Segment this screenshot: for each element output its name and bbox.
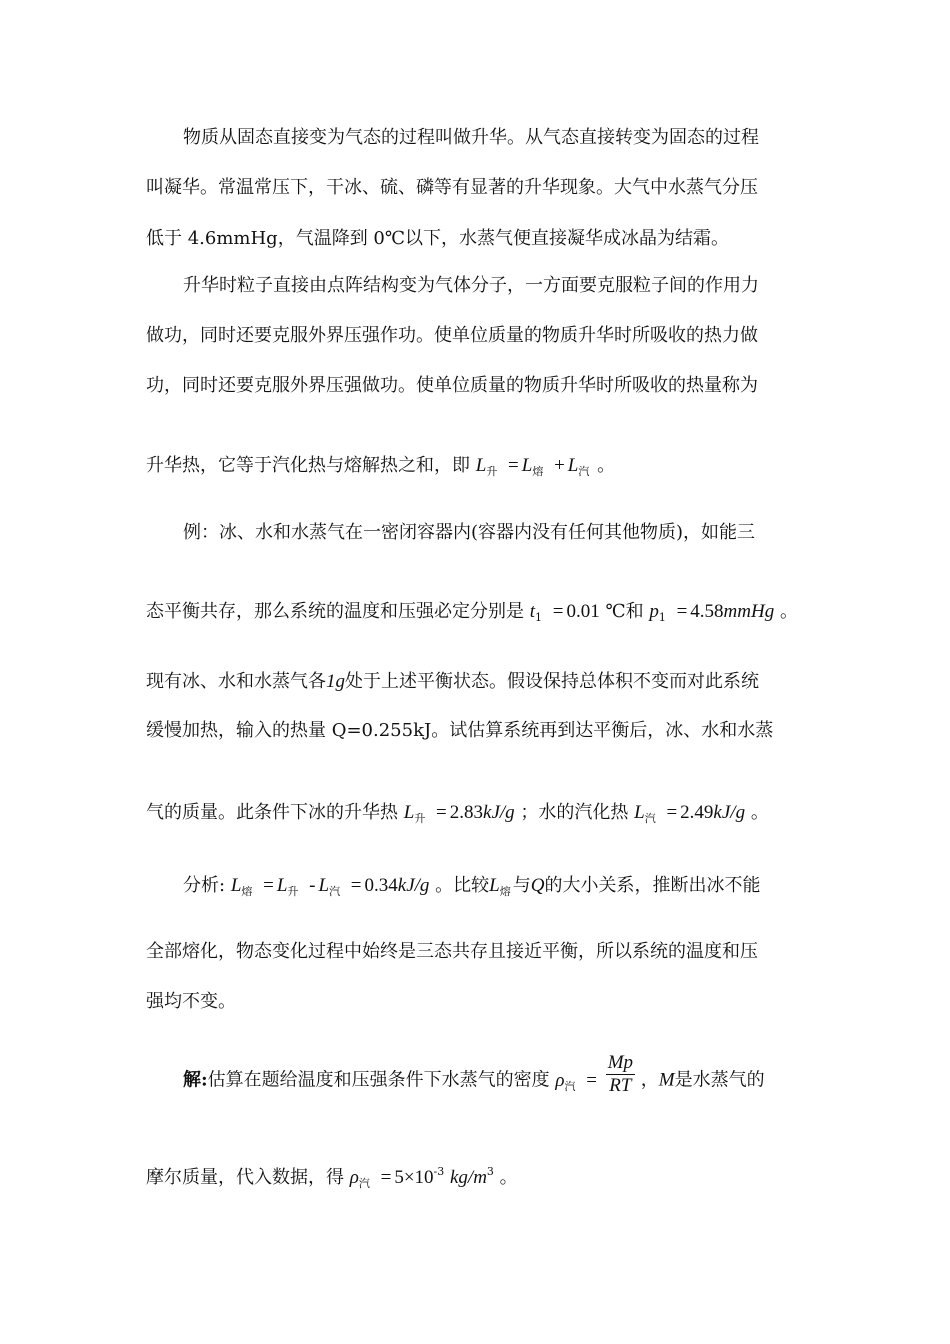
formula-sublimation-value: $L_升 = 2.83kJ/g$	[403, 802, 515, 825]
p1-line-2: 叫凝华。常温常压下，干冰、硫、磷等有显著的升华现象。大气中水蒸气分压	[146, 177, 758, 198]
p3-line-5: 气的质量。此条件下冰的升华热 $L_升 = 2.83kJ/g$ ；水的汽化热 $L_汽 = 2.49kJ/g$ 。	[146, 802, 769, 825]
formula-density-value: $\rho_汽 = 5\times 10^{-3}$ $kg/m^3$	[349, 1165, 494, 1190]
p2-line-4: 升华热，它等于汽化热与熔解热之和，即 $L_升 = L_熔 + L_汽$ 。	[146, 455, 616, 478]
p5-line-2: 摩尔质量，代入数据，得 $\rho_汽 = 5\times 10^{-3}$ $kg/m^3$ 。	[146, 1165, 518, 1190]
symbol-Q: Q	[530, 875, 545, 896]
formula-p1: $p_1$ = 4.58mmHg	[649, 601, 775, 624]
p4-line-2: 全部熔化，物态变化过程中始终是三态共存且接近平衡，所以系统的温度和压	[146, 941, 758, 962]
p2-line-3: 功，同时还要克服外界压强做功。使单位质量的物质升华时所吸收的热量称为	[146, 375, 758, 396]
p2-line-2: 做功，同时还要克服外界压强作功。使单位质量的物质升华时所吸收的热力做	[146, 325, 758, 346]
formula-vaporization-value: $L_汽 = 2.49kJ/g$	[634, 802, 746, 825]
fraction-Mp-RT: $\frac{Mp}{RT}$	[607, 1052, 634, 1096]
p3-line-4: 缓慢加热，输入的热量 Q=0.255kJ。试估算系统再到达平衡后，冰、水和水蒸	[146, 720, 774, 741]
p1-line-1: 物质从固态直接变为气态的过程叫做升华。从气态直接转变为固态的过程	[183, 127, 759, 148]
p2-line-4-text: 升华热，它等于汽化热与熔解热之和，即	[146, 455, 470, 476]
formula-sublimation-heat: $L_升 = L_熔 + L_汽$	[475, 455, 590, 478]
p2-line-1: 升华时粒子直接由点阵结构变为气体分子，一方面要克服粒子间的作用力	[183, 275, 759, 296]
mass-value: 1g	[326, 671, 345, 692]
formula-L-fusion: $L_熔$	[489, 875, 511, 898]
formula-density: $\rho_汽$ = $\frac{Mp}{RT}$	[555, 1052, 634, 1096]
p3-line-2: 态平衡共存，那么系统的温度和压强必定分别是 $t_1 = 0.01$ ℃和 $p_1$ = 4.58mmHg 。	[146, 601, 798, 624]
p3-line-1: 例：冰、水和水蒸气在一密闭容器内(容器内没有任何其他物质)，如能三	[183, 522, 756, 543]
p3-line-3: 现有冰、水和水蒸气各1g处于上述平衡状态。假设保持总体积不变而对此系统	[146, 671, 759, 692]
p5-line-1: 解:估算在题给温度和压强条件下水蒸气的密度 $\rho_汽$ = $\frac{Mp}{RT}$ ，M是水蒸气的	[183, 1052, 765, 1096]
p4-line-3: 强均不变。	[146, 991, 236, 1012]
solution-label: 解:	[183, 1069, 208, 1091]
symbol-M: M	[658, 1069, 675, 1091]
p1-line-3: 低于 4.6mmHg，气温降到 0℃以下，水蒸气便直接凝华成冰晶为结霜。	[146, 228, 730, 249]
p4-line-1: 分析: $L_熔 = L_升 - L_汽 = 0.34kJ/g$ 。比较$L_熔$ 与Q的大小关系，推断出冰不能	[183, 875, 761, 898]
formula-fusion-heat: $L_熔 = L_升 - L_汽 = 0.34kJ/g$	[230, 875, 430, 898]
formula-t1: $t_1 = 0.01$	[529, 601, 600, 624]
